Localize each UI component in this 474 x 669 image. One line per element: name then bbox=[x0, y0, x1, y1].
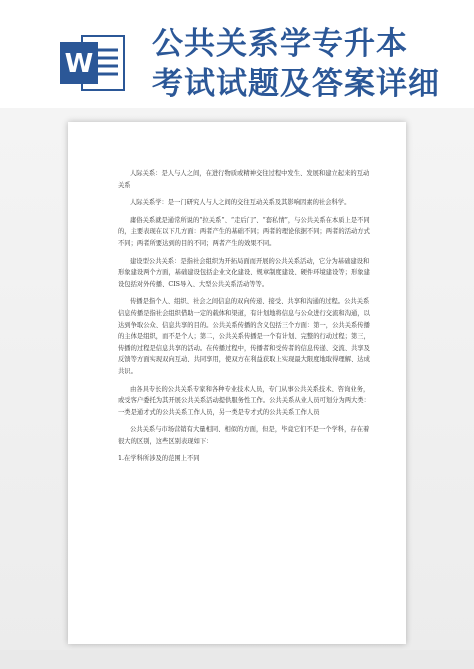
paragraph-4: 建设型公共关系：是指社会组织为开拓局面而开展的公共关系活动，它分为基础建设和形象建设两个方面，基础建设包括企业文化建设、规章制度建设、硬件环境建设等；形象建设包括对外传播、CIS导入、大型公共关系活动等等。 bbox=[118, 257, 370, 288]
title-line-1: 公共关系学专升本 bbox=[152, 26, 408, 62]
page-header bbox=[0, 0, 474, 110]
document-page bbox=[68, 122, 406, 644]
footer-strip bbox=[0, 650, 474, 669]
paragraph-3: 庸俗关系就是通常所说的“拉关系”、“走后门”、“套私情”，与公共关系在本质上是不同的，主要表现在以下几方面：两者产生的基础不同；两者的理论依据不同；两者的活动方式不同；两者所要达到的目的不同；两者产生的效果不同。 bbox=[118, 216, 370, 247]
document-title bbox=[152, 24, 462, 104]
paragraph-7: 公共关系与市场营销有大量相同、相似的方面，但是，毕竟它们不是一个学科，存在着很大的区别，这些区别表现如下： bbox=[118, 426, 370, 445]
paragraph-5: 传播是指个人、组织、社会之间信息的双向传递、接受、共享和沟通的过程。公共关系信息传播是指社会组织借助一定的载体和渠道，有计划地将信息与公众进行交流和沟通，以达到争取公众、信息共享的目的。公共关系传播的含义包括三个方面：第一，公共关系传播的主体是组织，而不是个人；第二，公共关系传播是一个有计划、完整的行动过程；第三，传播的过程是信息共享的活动。在传播过程中，传播者和受传者的信息传递、交流、共享及反馈等方面实现双向互动、共同享用，使双方在利益获取上实现最大限度地取得理解、达成共识。 bbox=[118, 298, 370, 375]
title-line-2: 考试试题及答案详细 bbox=[152, 66, 440, 102]
document-body bbox=[118, 168, 370, 471]
paragraph-6: 由各具专长的公共关系专家和各种专业技术人员，专门从事公共关系技术、咨询业务，或受客户委托为其开展公共关系活动提供服务性工作。公共关系从业人员可划分为两大类：一类是通才式的公共关系工作人员，另一类是专才式的公共关系工作人员 bbox=[118, 385, 370, 416]
paragraph-2: 人际关系学：是一门研究人与人之间的交往互动关系及其影响因素的社会科学。 bbox=[130, 199, 351, 207]
word-document-icon bbox=[60, 32, 126, 94]
word-icon-letter: W bbox=[64, 49, 94, 79]
list-item: 1.在学科所涉及的范围上不同 bbox=[118, 455, 200, 463]
paragraph-1: 人际关系：是人与人之间，在进行物质或精神交往过程中发生、发展和建立起来的互动关系 bbox=[118, 170, 370, 189]
